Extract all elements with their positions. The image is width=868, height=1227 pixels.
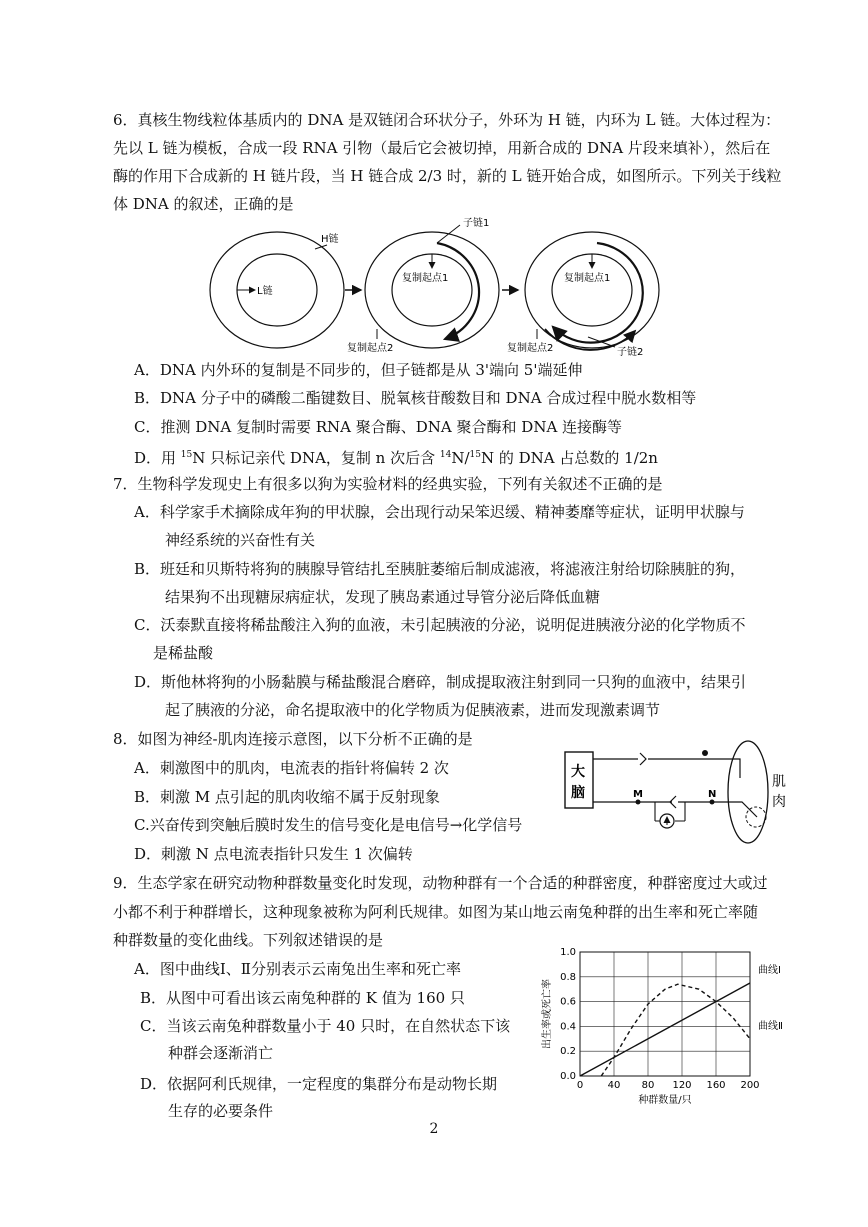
y-tick-label: 0.0	[560, 1071, 576, 1082]
q7-option-b-line-1: B．班廷和贝斯特将狗的胰腺导管结扎至胰脏萎缩后制成滤液，将滤液注射给切除胰脏的狗，	[134, 560, 746, 578]
series-label-2: 曲线Ⅱ	[758, 1020, 783, 1032]
q9-option-c-line-1: C．当该云南兔种群数量小于 40 只时，在自然状态下该	[140, 1017, 511, 1035]
q6-line-4: 体 DNA 的叙述，正确的是	[113, 195, 294, 213]
y-tick-label: 0.2	[560, 1046, 576, 1058]
muscle-label-1: 肌	[772, 774, 786, 790]
series-line-1	[580, 983, 750, 1076]
q7-option-d-line-2: 起了胰液的分泌，命名提取液中的化学物质为促胰液素，进而发现激素调节	[165, 701, 661, 719]
x-tick-label: 200	[740, 1080, 760, 1091]
origin-2-label-b: 复制起点2	[507, 343, 554, 354]
point-n-label: N	[708, 789, 717, 800]
brain-label-2: 脑	[571, 785, 585, 801]
h-chain-label: H链	[321, 234, 339, 245]
l-chain-label: L链	[257, 286, 273, 297]
point-m-label: M	[633, 789, 643, 800]
q9-option-b: B．从图中可看出该云南兔种群的 K 值为 160 只	[140, 989, 465, 1007]
origin-1-label: 复制起点1	[402, 273, 449, 284]
q7-option-a-line-1: A．科学家手术摘除成年狗的甲状腺，会出现行动呆笨迟缓、精神萎靡等症状，证明甲状腺与	[134, 503, 745, 521]
origin-2-label: 复制起点2	[347, 343, 394, 354]
q6-line-3: 酶的作用下合成新的 H 链片段，当 H 链合成 2/3 时，新的 L 链开始合成，如图所示。下列关于线粒	[113, 167, 782, 185]
q7-option-c-line-2: 是稀盐酸	[153, 644, 214, 662]
series-line-2	[601, 984, 750, 1076]
q8-option-b: B．刺激 M 点引起的肌肉收缩不属于反射现象	[134, 788, 440, 806]
q9-line-2: 小都不利于种群增长，这种现象被称为阿利氏规律。如图为某山地云南兔种群的出生率和死亡率随	[113, 903, 759, 921]
series-label-1: 曲线Ⅰ	[758, 965, 781, 976]
q8-option-c: C.兴奋传到突触后膜时发生的信号变化是电信号→化学信号	[134, 816, 523, 834]
mtdna-replication-figure	[205, 215, 675, 360]
y-tick-label: 1.0	[560, 947, 576, 958]
muscle-label-2: 肉	[772, 794, 786, 810]
q6-option-b: B．DNA 分子中的磷酸二酯键数目、脱氧核苷酸数目和 DNA 合成过程中脱水数相等	[134, 389, 697, 407]
q6-option-d: D．用 $^{15}$N 只标记亲代 DNA，复制 n 次后含 $^{14}$N/$^{15}$N 的 DNA 占总数的 1/2n	[134, 449, 658, 467]
daughter-chain-2-label: 子链2	[617, 347, 644, 358]
x-tick-label: 160	[706, 1080, 726, 1091]
q7-option-a-line-2: 神经系统的兴奋性有关	[165, 531, 316, 549]
y-tick-label: 0.4	[560, 1021, 576, 1033]
q9-line-3: 种群数量的变化曲线。下列叙述错误的是	[113, 931, 384, 949]
q8-option-a: A．刺激图中的肌肉，电流表的指针将偏转 2 次	[134, 759, 449, 777]
q9-option-d-line-1: D．依据阿利氏规律，一定程度的集群分布是动物长期	[140, 1075, 498, 1093]
q7-option-d-line-1: D．斯他林将狗的小肠黏膜与稀盐酸混合磨碎，制成提取液注射到同一只狗的血液中，结果引	[134, 673, 747, 691]
y-tick-label: 0.8	[560, 971, 576, 983]
y-axis-title: 出生率或死亡率	[542, 979, 553, 1049]
q7-option-c-line-1: C．沃泰默直接将稀盐酸注入狗的血液，未引起胰液的分泌，说明促进胰液分泌的化学物质不	[134, 616, 746, 634]
origin-1-label-b: 复制起点1	[564, 273, 611, 284]
nerve-muscle-figure	[560, 737, 810, 852]
q6-option-c: C．推测 DNA 复制时需要 RNA 聚合酶、DNA 聚合酶和 DNA 连接酶等	[134, 418, 623, 436]
q9-option-c-line-2: 种群会逐渐消亡	[168, 1044, 274, 1062]
x-tick-label: 80	[641, 1080, 655, 1091]
q9-line-1: 9．生态学家在研究动物种群数量变化时发现，动物种群有一个合适的种群密度，种群密度过大或过	[113, 874, 768, 892]
q9-option-d-line-2: 生存的必要条件	[168, 1102, 274, 1120]
q7-option-b-line-2: 结果狗不出现糖尿病症状，发现了胰岛素通过导管分泌后降低血糖	[165, 588, 601, 606]
q8-option-d: D．刺激 N 点电流表指针只发生 1 次偏转	[134, 845, 413, 863]
q8-stem: 8．如图为神经-肌肉连接示意图，以下分析不正确的是	[113, 730, 473, 748]
q6-line-2: 先以 L 链为模板，合成一段 RNA 引物（最后它会被切掉，用新合成的 DNA 片段来填补），然后在	[113, 139, 771, 157]
x-axis-title: 种群数量/只	[638, 1095, 692, 1106]
plot-frame	[580, 952, 750, 1076]
q9-option-a: A．图中曲线Ⅰ、Ⅱ分别表示云南兔出生率和死亡率	[134, 960, 461, 978]
birth-death-rate-chart	[538, 942, 808, 1112]
q6-line-1: 6．真核生物线粒体基质内的 DNA 是双链闭合环状分子，外环为 H 链，内环为 L 链。大体过程为：	[113, 111, 781, 129]
q6-option-a: A．DNA 内外环的复制是不同步的，但子链都是从 3'端向 5'端延伸	[134, 361, 583, 379]
daughter-chain-1-label: 子链1	[463, 218, 490, 229]
x-tick-label: 120	[672, 1080, 692, 1091]
y-tick-label: 0.6	[560, 996, 576, 1008]
x-tick-label: 40	[607, 1080, 621, 1091]
x-tick-label: 0	[576, 1080, 584, 1091]
page-number: 2	[429, 1121, 439, 1137]
brain-label-1: 大	[571, 764, 585, 780]
q7-stem: 7．生物科学发现史上有很多以狗为实验材料的经典实验，下列有关叙述不正确的是	[113, 475, 663, 493]
